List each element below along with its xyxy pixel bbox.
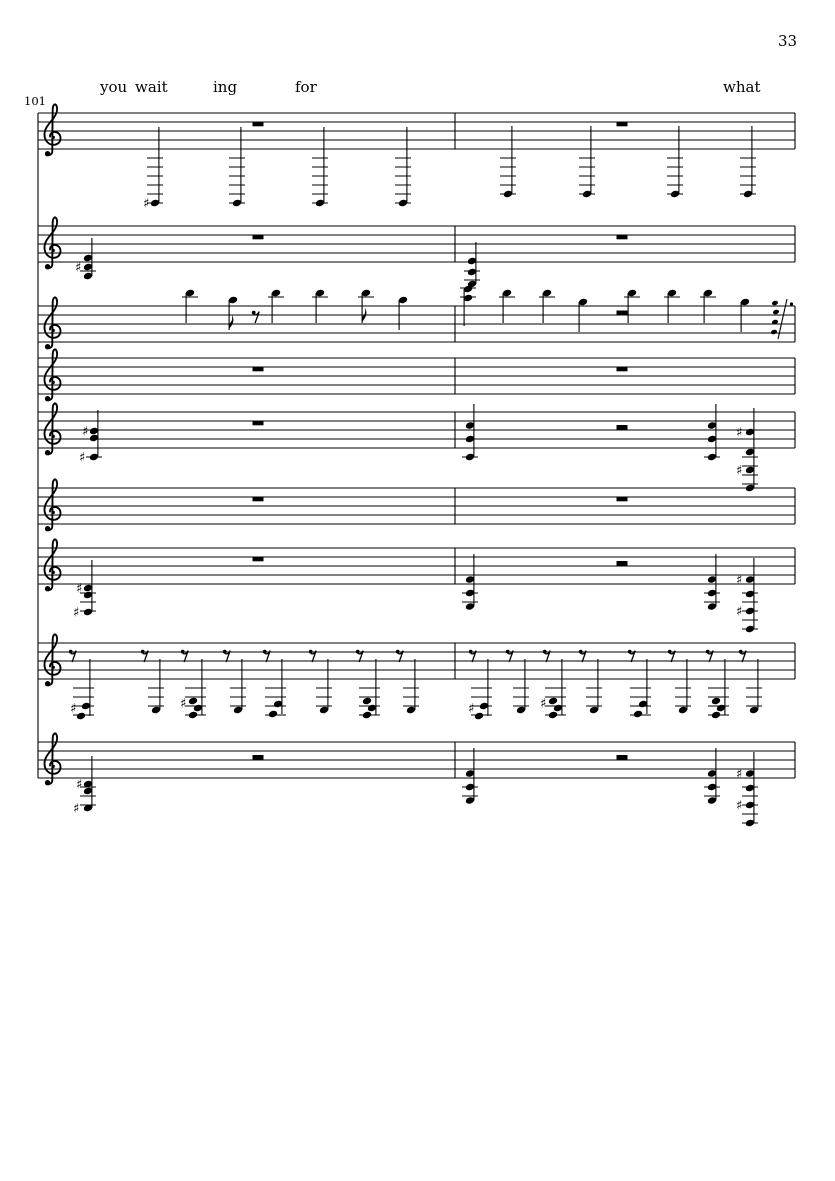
eighth-rest (668, 650, 675, 662)
notehead (362, 697, 372, 706)
notehead (362, 711, 372, 720)
notehead (268, 710, 278, 719)
eighth-rest (356, 650, 363, 662)
measure-rest (617, 235, 628, 240)
sharp-accidental: ♯ (75, 260, 82, 276)
chord (704, 554, 720, 611)
sharp-accidental: ♯ (736, 767, 743, 782)
sharp-accidental: ♯ (70, 701, 77, 717)
note (316, 659, 332, 714)
sharp-accidental: ♯ (73, 605, 80, 621)
staff-1 (38, 104, 795, 211)
eighth-rest (739, 650, 746, 662)
measure-rest (617, 497, 628, 502)
eighth-rest (141, 650, 148, 662)
measure-rest (617, 122, 628, 127)
measure-rest (253, 755, 264, 760)
chord (630, 659, 651, 718)
notehead (633, 710, 643, 719)
chord (359, 659, 380, 719)
eighth-rest (252, 311, 259, 323)
sharp-accidental: ♯ (143, 196, 150, 212)
page-number: 33 (778, 32, 798, 50)
sharp-accidental: ♯ (76, 777, 83, 793)
notehead (548, 697, 558, 706)
lyric-syllable: wait (135, 78, 168, 96)
sharp-accidental: ♯ (736, 604, 743, 620)
chord (736, 558, 758, 633)
staff-2 (38, 217, 795, 288)
eighth-flag (229, 315, 233, 330)
note (395, 127, 411, 207)
eighth-rest (223, 650, 230, 662)
note (513, 659, 529, 714)
eighth-rest (263, 650, 270, 662)
chord (70, 659, 94, 720)
measure-rest (617, 755, 628, 760)
notehead (711, 711, 721, 720)
note (148, 659, 164, 714)
eighth-rest (706, 650, 713, 662)
note (398, 296, 408, 330)
lyric-syllable: you (100, 78, 128, 96)
sharp-accidental: ♯ (736, 463, 743, 479)
measure-rest (617, 367, 628, 372)
sharp-accidental: ♯ (736, 573, 743, 588)
chord (704, 404, 720, 461)
chord (704, 748, 720, 805)
chord (462, 554, 478, 611)
chord (462, 404, 478, 461)
sharp-accidental: ♯ (468, 701, 475, 717)
staff-8 (38, 634, 795, 720)
staff-7 (38, 539, 795, 633)
notehead (771, 300, 778, 306)
staff-6 (38, 479, 795, 531)
eighth-rest (628, 650, 635, 662)
sharp-accidental: ♯ (736, 798, 743, 814)
lyrics-layer (99, 78, 760, 96)
notehead (188, 697, 198, 706)
note (229, 127, 245, 207)
notehead (770, 329, 777, 335)
measure-rest (253, 235, 264, 240)
staff-4 (38, 349, 795, 401)
lyric-syllable: ing (213, 78, 238, 96)
sharp-accidental: ♯ (82, 424, 89, 440)
measure-rest (253, 367, 264, 372)
eighth-rest (469, 650, 476, 662)
sharp-accidental: ♯ (540, 696, 547, 712)
sharp-accidental: ♯ (736, 425, 743, 441)
sharp-accidental: ♯ (79, 450, 86, 466)
measure-rest (253, 421, 264, 426)
notehead (76, 712, 86, 721)
measure-rest (617, 311, 628, 316)
measure-rest (617, 425, 628, 430)
sharp-accidental: ♯ (180, 696, 187, 712)
eighth-rest (396, 650, 403, 662)
chord (462, 748, 478, 805)
music-system (38, 104, 795, 827)
notehead (548, 711, 558, 720)
eighth-rest (506, 650, 513, 662)
note (579, 126, 595, 198)
note (230, 659, 246, 714)
chord (464, 242, 480, 288)
chord (736, 752, 758, 827)
measure-rest (253, 557, 264, 562)
measure-rest (617, 561, 628, 566)
notehead (188, 711, 198, 720)
eighth-rest (579, 650, 586, 662)
note (667, 126, 683, 198)
chord (180, 659, 206, 719)
eighth-rest (181, 650, 188, 662)
augmentation-dot (790, 302, 793, 305)
note (500, 126, 516, 198)
measure-rest (253, 122, 264, 127)
notehead (772, 309, 779, 315)
notehead (474, 712, 484, 721)
staff-3 (38, 285, 795, 350)
notehead (711, 697, 721, 706)
measure-rest (253, 497, 264, 502)
note (675, 659, 691, 714)
chord (265, 659, 286, 718)
eighth-rest (309, 650, 316, 662)
note (746, 659, 762, 714)
note (228, 296, 238, 330)
note (403, 659, 419, 714)
chord (79, 410, 102, 466)
chord (73, 560, 96, 621)
eighth-rest (69, 650, 76, 662)
note (586, 659, 602, 714)
note (312, 127, 328, 207)
chord (460, 285, 476, 326)
measure-number: 101 (24, 94, 46, 108)
note (740, 126, 756, 198)
staff-9 (38, 733, 795, 827)
chord (73, 756, 96, 817)
sharp-accidental: ♯ (73, 801, 80, 817)
sharp-accidental: ♯ (76, 581, 83, 597)
chord (540, 659, 566, 719)
eighth-rest (543, 650, 550, 662)
staff-5 (38, 403, 795, 492)
lyric-syllable: for (295, 78, 317, 96)
lyric-syllable: what (723, 78, 761, 96)
chord (708, 659, 729, 719)
chord (468, 659, 492, 720)
